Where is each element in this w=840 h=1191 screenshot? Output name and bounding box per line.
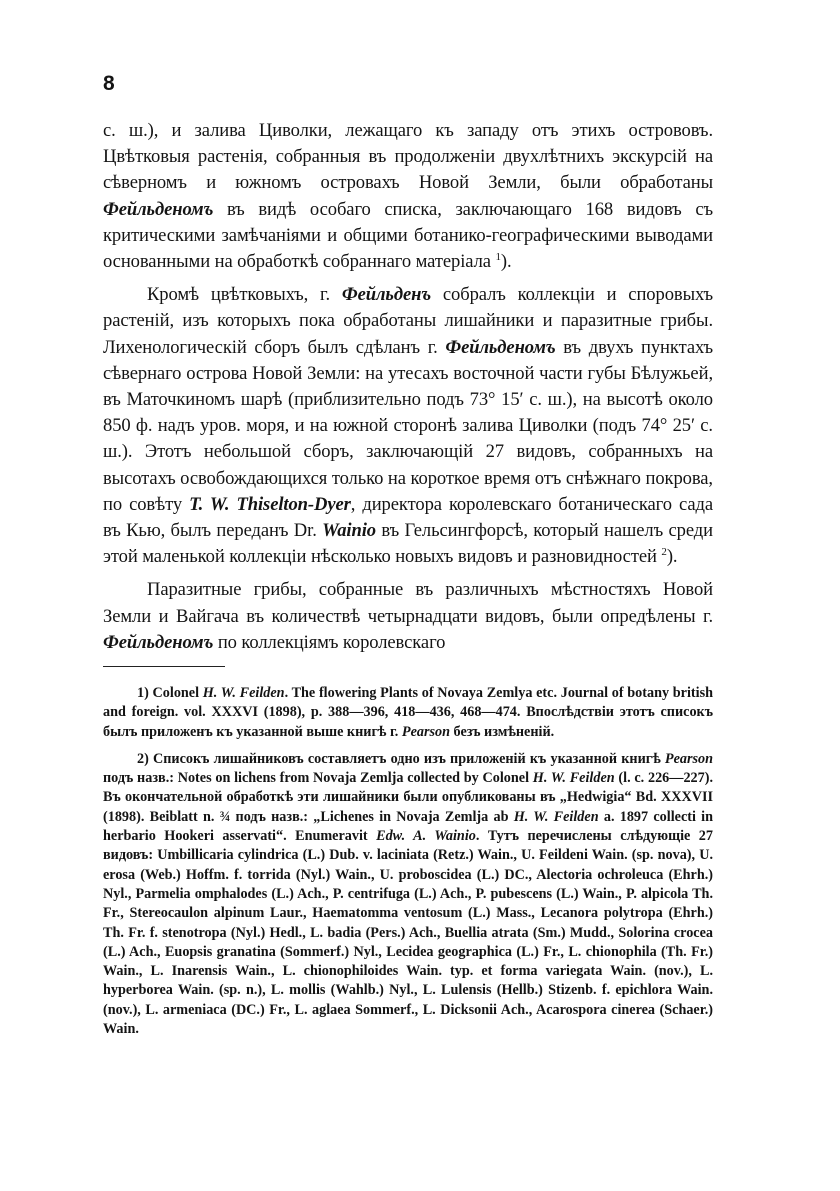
author-name: H. W. Feilden [202, 685, 285, 701]
paragraph-text: по коллекціямъ королевскаго [213, 631, 446, 653]
main-text [103, 118, 713, 663]
footnote-mark: 1 [137, 685, 145, 701]
author-name: Фейльденомъ [445, 336, 556, 358]
paragraph-text: въ видѣ особаго списка, заключающаго 168 видовъ съ критическими замѣчаніями и общими ботанико-географическими выводами основанными на обработкѣ собраннаго матеріала [103, 198, 713, 273]
author-name: Wainio [322, 520, 376, 542]
paragraph-text: , директора королевскаго ботаническаго сада въ Кью, былъ переданъ Dr. [103, 493, 713, 542]
footnote-text: . Тутъ перечислены слѣдующіе 27 видовъ: Umbillicaria cylindrica (L.) Dub. v. laciniata (Retz.) Wain., U. Feildeni Wain. (sp. nova), U. erosa (Web.) Hoffm. f. torrida (Nyl.) Wain., U. proboscidea (L.) DC., Alectoria ochroleuca (Ehrh.) Nyl., Parmelia omphalodes (L.) Ach., P. centrifuga (L.) Ach., P. pubescens (L.) Wain., P. alpicola Th. Fr., Stereocaulon alpinum Laur., Haematomma ventosum (L.) Mass., Lecanora polytropa (Ehrh.) Th. Fr. f. stenotropa (Nyl.) Hedl., L. badia (Pers.) Ach., Buellia atrata (Sm.) Mudd., Solorina crocea (L.) Ach., Euopsis granatina (Sommerf.) Nyl., Lecidea geographica (L.) Fr., L. chionophila (Th. Fr.) Wain., L. Inarensis Wain., L. chionophiloides Wain. typ. et forma variegata Wain. (nov.), L. hyperborea Wain. (sp. n.), L. mollis (Wahlb.) Nyl., L. Lulensis (Hellb.) Stizenb. f. epichlora Wain. (nov.), L. armeniaca (DC.) Fr., L. aglaea Sommerf., L. Dicksonii Ach., Acarospora cinerea (Schaer.) Wain. [103, 828, 713, 1038]
paragraph-text: Кромѣ цвѣтковыхъ, г. [147, 284, 342, 306]
footnote-text: . The flowering Plants of Novaya Zemlya etc. Journal of botany british and foreign. vol. XXXVI (1898), p. 388—396, 418—436, 468—474. Впослѣдствіи этотъ списокъ былъ приложенъ къ указанной выше книгѣ г. [103, 685, 713, 740]
author-name: Pearson [401, 723, 450, 740]
author-name: H. W. Feilden [513, 808, 599, 825]
footnote-1 [103, 684, 713, 742]
paragraph-1 [103, 118, 713, 275]
paragraph-text: Паразитные грибы, собранные въ различныхъ мѣстностяхъ Новой Земли и Вайгача въ количествѣ четырнадцати видовъ, были опредѣлены г. [103, 579, 713, 627]
footnote-ref: 1 [495, 250, 501, 263]
page-number: 8 [103, 72, 115, 95]
footnote-text: безъ измѣненій. [450, 723, 555, 740]
paragraph-2 [103, 282, 713, 570]
author-name: Фейльденомъ [103, 631, 214, 653]
footnote-text: (l. c. 226—227). Въ окончательной обработкѣ эти лишайники были опубликованы въ „Hedwigia“ Bd. XXXVII (1898). Beiblatt n. ¾ подъ назв.: „Lichenes in Novaja Zemlja ab [103, 770, 713, 825]
paragraph-3 [103, 577, 713, 656]
author-name: Фейльденъ [341, 284, 432, 306]
footnote-text: ) Списокъ лишайниковъ составляетъ одно изъ приложеній къ указанной книгѣ [144, 750, 665, 767]
author-name: H. W. Feilden [532, 770, 615, 787]
footnote-mark: 2 [137, 750, 145, 767]
author-name: T. W. Thiselton-Dyer [189, 493, 351, 515]
author-name: Фейльденомъ [103, 198, 214, 220]
footnote-text: ) Colonel [144, 685, 203, 701]
paragraph-text: собралъ коллекціи и споровыхъ растеній, изъ которыхъ пока обработаны лишайники и паразитные грибы. Лихенологическій сборъ былъ сдѣланъ г. [103, 284, 713, 358]
paragraph-text: ). [666, 546, 678, 568]
footnote-text: a. 1897 collecti in herbario Hookeri asservati“. Enumeravit [103, 808, 713, 845]
footnote-text: подъ назв.: Notes on lichens from Novaja Zemlja collected by Colonel [103, 770, 533, 787]
footnotes [103, 684, 713, 1047]
paragraph-text: с. ш.), и залива Циволки, лежащаго къ западу отъ этихъ острововъ. Цвѣтковыя растенія, собранныя въ продолженіи двухлѣтнихъ экскурсій на сѣверномъ и южномъ островахъ Новой Земли, были обработаны [103, 120, 713, 194]
author-name: Edw. A. Wainio [376, 828, 476, 845]
footnote-divider [103, 666, 225, 667]
author-name: Pearson [664, 750, 713, 767]
paragraph-text: ). [500, 251, 512, 273]
paragraph-text: въ двухъ пунктахъ сѣвернаго острова Новой Земли: на утесахъ восточной части губы Бѣлужьей, въ Маточкиномъ шарѣ (приблизительно подъ 73° 15′ с. ш.), на высотѣ около 850 ф. надъ уров. моря, и на южной сторонѣ залива Циволки (подъ 74° 25′ с. ш.). Этотъ небольшой сборъ, заключающій 27 видовъ, собранныхъ на высотахъ освобождающихся только на короткое время отъ снѣжнаго покрова, по совѣту [103, 336, 713, 515]
paragraph-text: въ Гельсингфорсѣ, который нашелъ среди этой маленькой коллекціи нѣсколько новыхъ видовъ и разновидностей [103, 520, 713, 568]
footnote-2 [103, 750, 713, 1039]
footnote-ref: 2 [661, 546, 667, 559]
